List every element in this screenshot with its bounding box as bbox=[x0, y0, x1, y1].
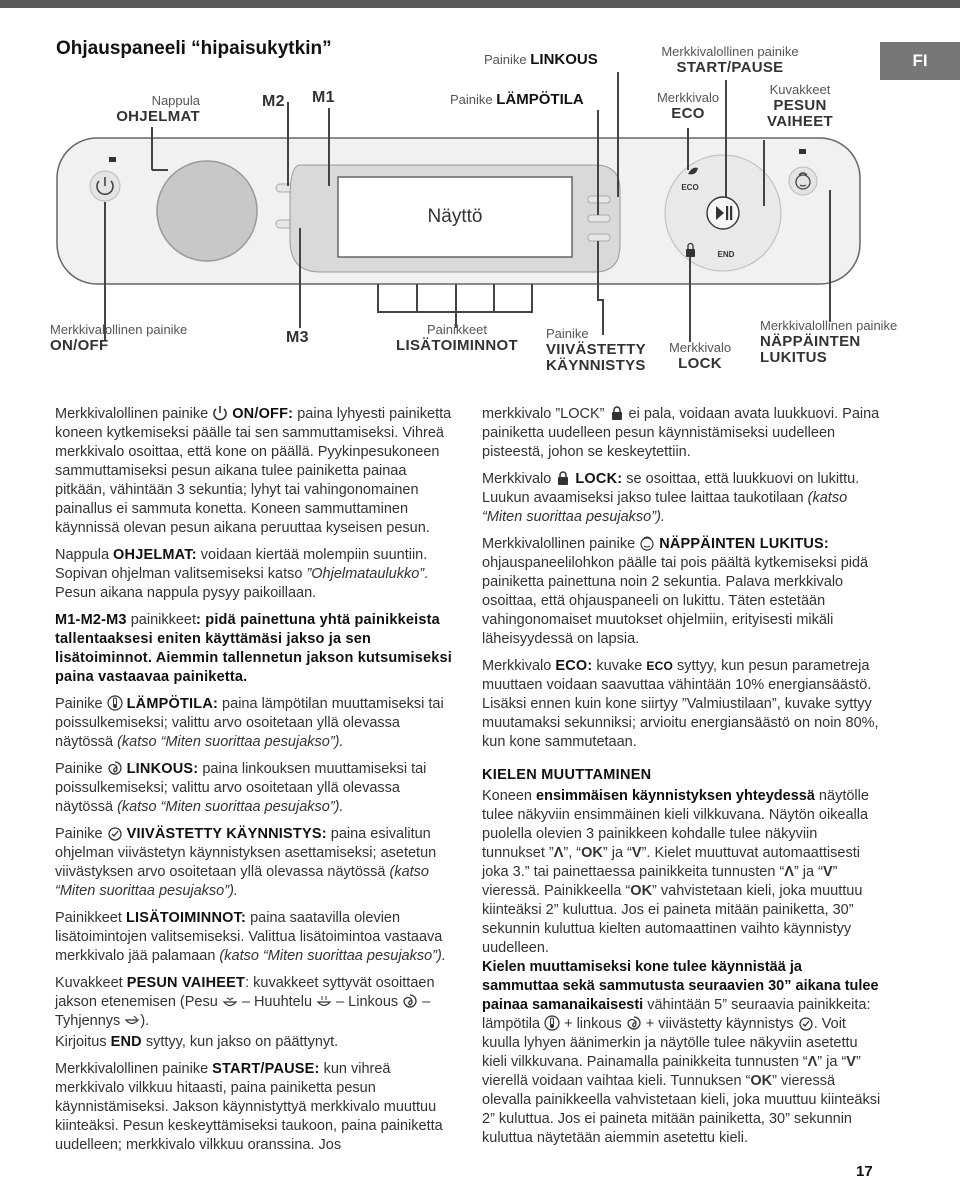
para-lampotila: Painike LÄMPÖTILA: paina lämpötilan muuttamiseksi tai poissulkemiseksi; valittu arvo osoitetaan yllä olevassa näytössä (katso “Miten suorittaa pesujakso”). bbox=[55, 696, 444, 750]
temperature-icon bbox=[544, 1015, 560, 1031]
left-column bbox=[55, 405, 453, 1163]
lock-icon bbox=[555, 470, 571, 486]
lampotila-button bbox=[588, 215, 610, 222]
para-kieli-1: Koneen ensimmäisen käynnistyksen yhteydessä näytölle tulee näkyviin ensimmäinen kieli vilkkuvana. Näytön oikealla puolella olevien 3 painikkeen kohdalle tulee näkyviin tunnukset ”Λ”, “OK” ja “V”. Kielet muuttuvat automaattisesti joka 3.” tai painettaessa painikkeita tunnusten “Λ” ja “V” vieressä. Painikkeella “OK” vahvistetaan kieli, joka muuttuu kiinteäksi 2” kuluttua. Jos ei paineta mitään painiketta, 30” sekunnin kuluttua kielten automaattinen vaihto käynnistyy uudelleen. bbox=[482, 788, 869, 956]
spin-icon bbox=[402, 993, 418, 1009]
para-lisatoiminnot: Painikkeet LISÄTOIMINNOT: paina saatavilla olevien lisätoimintojen valitsemiseksi. Valittua lisätoimintoa vastaava merkkivalo jää palamaan (katso “Miten suorittaa pesujakso”). bbox=[55, 910, 446, 964]
spin-icon bbox=[107, 760, 123, 776]
para-kieli-2: Kielen muuttamiseksi kone tulee käynnistää ja sammuttaa sekä sammutusta seuraavien 30” aikana tulee painaa samanaikaisesti vähintään 5” seuraavia painikkeita: lämpötila + linkous + viivästetty käynnistys . Voit kuulla lyhyen äänimerkin ja näytölle tulee näkyviin asetettu kieli vilkkuvana. Painamalla painikkeita tunnusten “Λ” ja “V” vierellä voidaan vaihtaa kieli. Tunnuksen “OK” vieressä olevalla painikkeella vahvistetaan kieli, joka muuttuu kiinteäksi 2” kuluttua. Jos ei paineta mitään painiketta, 30” sekunnin kuluttua näytetään aiemmin asetettu kieli. bbox=[482, 959, 881, 1146]
language-tab: FI bbox=[880, 42, 960, 80]
para-vaiheet: Kuvakkeet PESUN VAIHEET: kuvakkeet syttyvät osoittaen jakson etenemisen (Pesu – Huuhtelu – Linkous – Tyhjennys ). bbox=[55, 975, 435, 1029]
kielen-muuttaminen-heading: KIELEN MUUTTAMINEN bbox=[482, 767, 652, 783]
para-eco: Merkkivalo ECO: kuvake ECO syttyy, kun pesun parametreja muuttaen voidaan saavuttaa vähintään 10% energiansäästö. Lisäksi ennen kuin kone siirtyy ”Valmiustilaan”, kuvake syttyy muutamaksi sekunniksi; arvioitu energiansäästö on noin 80%, kun kone sammutetaan. bbox=[482, 658, 879, 750]
label-m3: M3 bbox=[286, 329, 309, 346]
child-face-icon bbox=[639, 535, 655, 551]
label-lukitus: Merkkivalollinen painike NÄPPÄINTEN LUKITUS bbox=[760, 318, 898, 366]
para-linkous: Painike LINKOUS: paina linkouksen muuttamiseksi tai poissulkemiseksi; valittu arvo osoitetaan yllä olevassa näytössä (katso “Miten suorittaa pesujakso”). bbox=[55, 761, 427, 815]
para-lock: Merkkivalo LOCK: se osoittaa, että luukkuovi on lukittu. Luukun avaamiseksi jakso tulee laittaa taukotilaan (katso “Miten suorittaa pesujakso”). bbox=[482, 471, 860, 525]
page-number: 17 bbox=[856, 1163, 873, 1180]
end-text: END bbox=[717, 250, 735, 259]
label-m1: M1 bbox=[312, 89, 335, 106]
display-label: Näyttö bbox=[427, 206, 483, 227]
ohjelmat-knob bbox=[157, 161, 257, 261]
onoff-led bbox=[109, 157, 116, 162]
para-end: Kirjoitus END syttyy, kun jakso on päättynyt. bbox=[55, 1034, 339, 1050]
delay-icon bbox=[798, 1015, 814, 1031]
page-title: Ohjauspaneeli “hipaisukytkin” bbox=[56, 38, 332, 59]
temperature-icon bbox=[107, 695, 123, 711]
label-lampotila: Painike LÄMPÖTILA bbox=[450, 91, 584, 108]
label-linkous: Painike LINKOUS bbox=[484, 51, 598, 68]
label-viivastetty: Painike VIIVÄSTETTY KÄYNNISTYS bbox=[546, 326, 646, 374]
eco-text: ECO bbox=[681, 183, 699, 192]
label-onoff: Merkkivalollinen painike ON/OFF bbox=[50, 322, 188, 354]
viive-button bbox=[588, 234, 610, 241]
label-start-pause: Merkkivalollinen painike START/PAUSE bbox=[661, 44, 799, 76]
drain-icon bbox=[124, 1012, 140, 1028]
para-lock-off: merkkivalo ”LOCK” ei pala, voidaan avata luukkuovi. Paina painiketta uudelleen pesun käynnistämiseksi uudelleen pisteestä, johon se keskeytettiin. bbox=[482, 406, 880, 460]
label-eco: Merkkivalo ECO bbox=[656, 90, 720, 122]
label-lisatoiminnot: Painikkeet LISÄTOIMINNOT bbox=[396, 322, 518, 354]
lukitus-button bbox=[789, 167, 817, 195]
spin-icon bbox=[626, 1015, 642, 1031]
rinse-icon bbox=[316, 993, 332, 1009]
delay-icon bbox=[107, 825, 123, 841]
para-ohjelmat: Nappula OHJELMAT: voidaan kiertää molempiin suuntiin. Sopivan ohjelman valitsemiseksi katso ”Ohjelmataulukko”. Pesun aikana nappula pysyy paikoillaan. bbox=[55, 547, 429, 601]
label-m2: M2 bbox=[262, 93, 285, 110]
para-viive: Painike VIIVÄSTETTY KÄYNNISTYS: paina esivalitun ohjelman viivästetyn käynnistyksen asettamiseksi; asetetun viivästyksen arvo osoitetaan yllä olevassa näytössä (katso “Miten suorittaa pesujakso”). bbox=[55, 826, 437, 899]
lock-icon bbox=[609, 405, 625, 421]
para-onoff: Merkkivalollinen painike ON/OFF: paina lyhyesti painiketta koneen kytkemiseksi päälle tai sen sammuttamiseksi. Vihreä merkkivalo osoittaa, että kone on päällä. Pyykinpesukoneen sammuttamiseksi pesun aikana tulee painiketta painaa pitkään, vähintään 3 sekuntia; lyhyt tai vahingonomainen painallus ei sammuta konetta. Koneen sammuttaminen käynnissä olevan pesun aikana peruuttaa kyseisen pesun. bbox=[55, 406, 452, 536]
label-ohjelmat: Nappula OHJELMAT bbox=[116, 93, 200, 125]
wash-icon bbox=[222, 993, 238, 1009]
para-m123: M1-M2-M3 painikkeet: pidä painettuna yhtä painikkeista tallentaaksesi eniten käyttämäsi jakso ja sen lisätoiminnot. Aiemmin tallennetun jakson kutsumiseksi paina vastaavaa painiketta. bbox=[55, 612, 453, 685]
power-icon bbox=[212, 405, 228, 421]
lukitus-led bbox=[799, 149, 806, 154]
para-nappainlukitus: Merkkivalollinen painike NÄPPÄINTEN LUKITUS: ohjauspaneelilohkon päälle tai pois päältä kytkemiseksi pidä painiketta painettuna noin 2 sekuntia. Palava merkkivalo osoittaa, että ohjauspaneeli on lukittu. Täten estetään vahingonomaiset muutokset ohjelmiin, erityisesti mikäli läheisyydessä on lapsia. bbox=[482, 536, 869, 647]
label-pesun-vaiheet: Kuvakkeet PESUN VAIHEET bbox=[767, 82, 833, 130]
label-lock: Merkkivalo LOCK bbox=[668, 340, 732, 372]
right-column bbox=[482, 405, 882, 1156]
para-start-pause: Merkkivalollinen painike START/PAUSE: kun vihreä merkkivalo vilkkuu hitaasti, paina painiketta pesun käynnistämiseksi. Jakson käynnistyttyä merkkivalo muuttuu kiinteäksi. Pesun keskeyttämiseksi taukoon, paina painiketta uudelleen; merkkivalo vilkkuu oranssina. Jos bbox=[55, 1061, 443, 1153]
